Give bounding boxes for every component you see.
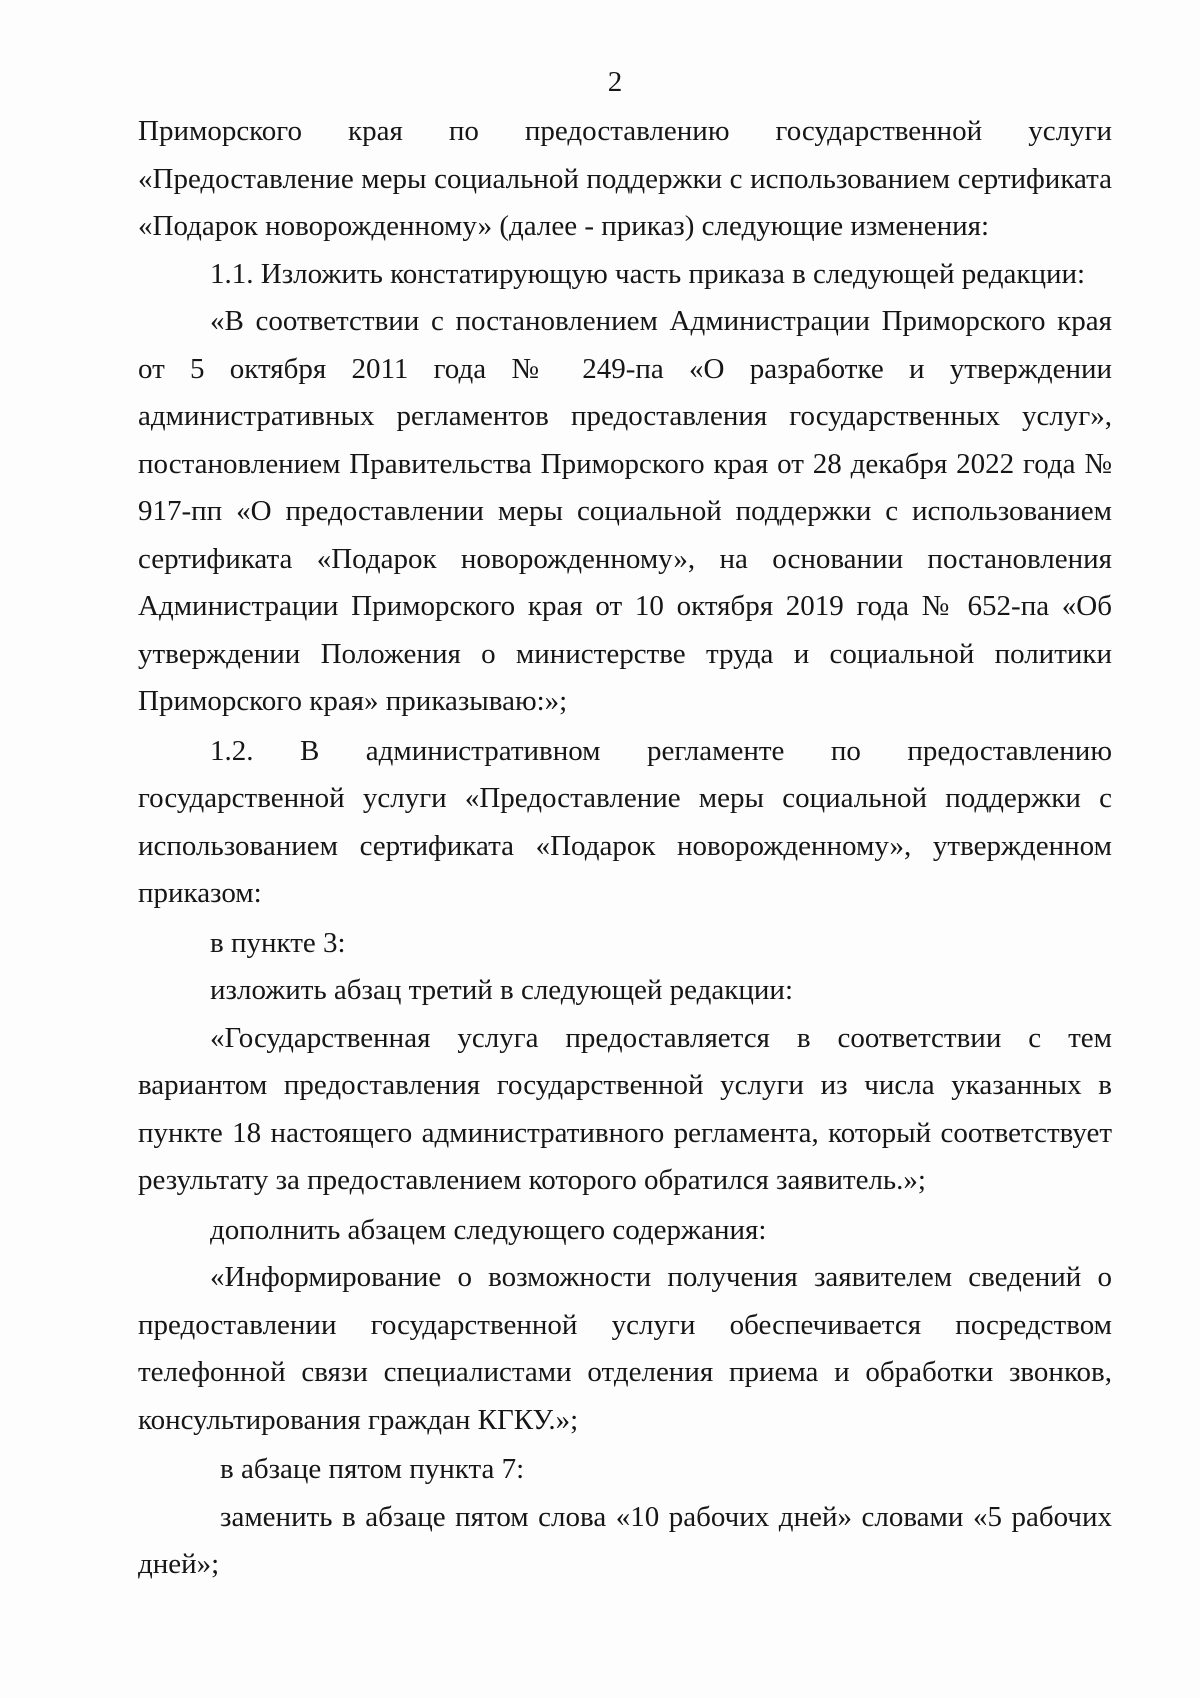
paragraph-point-7: в абзаце пятом пункта 7: [220, 1453, 525, 1485]
paragraph-point-3: в пункте 3: [210, 926, 346, 959]
page-number: 2 [607, 66, 623, 98]
paragraph-quote-2: «Государственная услуга предоставляется в соответствии с тем вариантом предоставления государственной услуги из числа указанных в пункте 18 настоящего административного регламента, который соответствует результату за предоставлением которого обратился заявитель.»; [138, 1021, 1112, 1196]
paragraph-quote-3: «Информирование о возможности получения заявителем сведений о предоставлении государственной услуги обеспечивается посредством телефонной связи специалистами отделения приема и обработки звонков, консультирования граждан КГКУ.»; [138, 1261, 1112, 1436]
paragraph-intro: Приморского края по предоставлению государственной услуги «Предоставление меры социальной поддержки с использованием сертификата «Подарок новорожденному» (далее - приказ) следующие изменения: [138, 115, 1112, 242]
document-body [138, 108, 1112, 1589]
paragraph-item-1-1: 1.1. Изложить констатирующую часть приказа в следующей редакции: [210, 257, 1086, 290]
paragraph-add-instruction: дополнить абзацем следующего содержания: [210, 1213, 767, 1246]
paragraph-replace-instruction: заменить в абзаце пятом слова «10 рабочих дней» словами «5 рабочих дней»; [138, 1500, 1112, 1580]
paragraph-item-1-2: 1.2. В административном регламенте по предоставлению государственной услуги «Предоставление меры социальной поддержки с использованием сертификата «Подарок новорожденному», утвержденном приказом: [138, 734, 1112, 909]
paragraph-para-3-instruction: изложить абзац третий в следующей редакции: [210, 974, 794, 1006]
paragraph-quote-1: «В соответствии с постановлением Администрации Приморского края от 5 октября 2011 года № 249-па «О разработке и утверждении административных регламентов предоставления государственных услуг», постановлением Правительства Приморского края от 28 декабря 2022 года № 917-пп «О предоставлении меры социальной поддержки с использованием сертификата «Подарок новорожденному», на основании постановления Администрации Приморского края от 10 октября 2019 года № 652-па «Об утверждении Положения о министерстве труда и социальной политики Приморского края» приказываю:»; [138, 305, 1112, 717]
